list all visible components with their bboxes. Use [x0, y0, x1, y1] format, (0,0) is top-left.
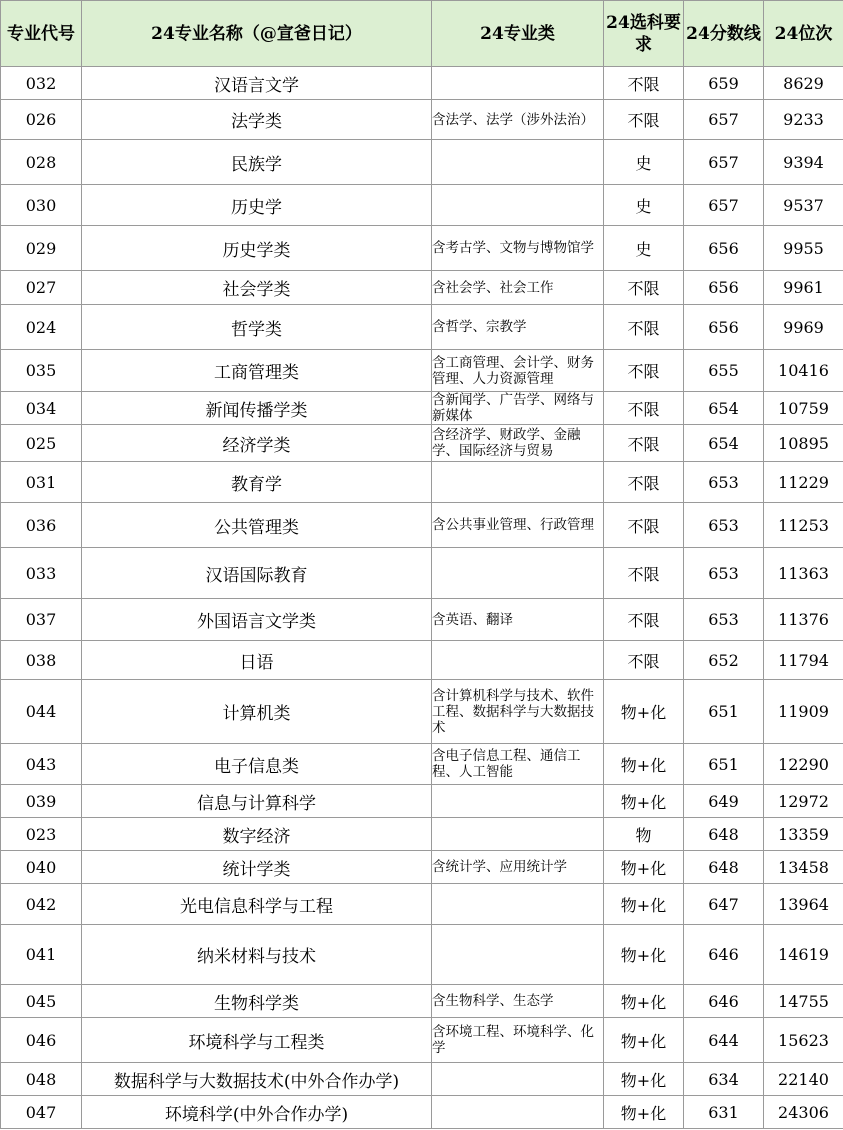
cell-score: 653 — [684, 599, 764, 641]
cell-score: 644 — [684, 1018, 764, 1063]
cell-rank: 14755 — [764, 985, 843, 1018]
cell-score: 656 — [684, 226, 764, 271]
table-row — [1, 350, 843, 392]
cell-requirement: 物+化 — [604, 680, 684, 744]
cell-category: 含工商管理、会计学、财务管理、人力资源管理 — [432, 350, 604, 392]
cell-code: 034 — [1, 392, 82, 425]
cell-requirement: 史 — [604, 226, 684, 271]
cell-category — [432, 884, 604, 925]
cell-rank: 9537 — [764, 185, 843, 226]
cell-code: 037 — [1, 599, 82, 641]
table-row — [1, 462, 843, 503]
cell-requirement: 不限 — [604, 392, 684, 425]
header-category: 24专业类 — [432, 1, 604, 67]
cell-category: 含环境工程、环境科学、化学 — [432, 1018, 604, 1063]
cell-category — [432, 785, 604, 818]
cell-category — [432, 1096, 604, 1129]
cell-category: 含统计学、应用统计学 — [432, 851, 604, 884]
table-row — [1, 100, 843, 140]
cell-category: 含经济学、财政学、金融学、国际经济与贸易 — [432, 425, 604, 462]
cell-category — [432, 641, 604, 680]
cell-rank: 9961 — [764, 271, 843, 305]
cell-major-name: 教育学 — [82, 462, 432, 503]
cell-rank: 13964 — [764, 884, 843, 925]
cell-rank: 11909 — [764, 680, 843, 744]
cell-requirement: 不限 — [604, 425, 684, 462]
cell-code: 038 — [1, 641, 82, 680]
cell-code: 048 — [1, 1063, 82, 1096]
cell-major-name: 环境科学与工程类 — [82, 1018, 432, 1063]
cell-rank: 12972 — [764, 785, 843, 818]
cell-major-name: 日语 — [82, 641, 432, 680]
cell-code: 026 — [1, 100, 82, 140]
cell-rank: 14619 — [764, 925, 843, 985]
table-row — [1, 884, 843, 925]
cell-rank: 10759 — [764, 392, 843, 425]
cell-score: 646 — [684, 925, 764, 985]
table-row — [1, 67, 843, 100]
cell-code: 045 — [1, 985, 82, 1018]
cell-category — [432, 1063, 604, 1096]
header-requirement: 24选科要求 — [604, 1, 684, 67]
cell-code: 041 — [1, 925, 82, 985]
cell-major-name: 计算机类 — [82, 680, 432, 744]
cell-requirement: 不限 — [604, 503, 684, 548]
cell-rank: 11376 — [764, 599, 843, 641]
cell-score: 654 — [684, 425, 764, 462]
cell-category: 含英语、翻译 — [432, 599, 604, 641]
cell-rank: 9969 — [764, 305, 843, 350]
cell-major-name: 工商管理类 — [82, 350, 432, 392]
cell-score: 634 — [684, 1063, 764, 1096]
cell-rank: 13359 — [764, 818, 843, 851]
table-row — [1, 818, 843, 851]
cell-requirement: 物+化 — [604, 925, 684, 985]
table-row — [1, 503, 843, 548]
cell-major-name: 公共管理类 — [82, 503, 432, 548]
cell-score: 657 — [684, 185, 764, 226]
cell-category: 含电子信息工程、通信工程、人工智能 — [432, 744, 604, 785]
cell-score: 653 — [684, 548, 764, 599]
cell-category — [432, 548, 604, 599]
cell-major-name: 数据科学与大数据技术(中外合作办学) — [82, 1063, 432, 1096]
table-row — [1, 680, 843, 744]
cell-code: 039 — [1, 785, 82, 818]
cell-code: 032 — [1, 67, 82, 100]
cell-rank: 9233 — [764, 100, 843, 140]
cell-rank: 9955 — [764, 226, 843, 271]
cell-score: 631 — [684, 1096, 764, 1129]
cell-score: 649 — [684, 785, 764, 818]
cell-rank: 13458 — [764, 851, 843, 884]
cell-rank: 11229 — [764, 462, 843, 503]
cell-category — [432, 185, 604, 226]
cell-score: 654 — [684, 392, 764, 425]
cell-requirement: 物+化 — [604, 785, 684, 818]
cell-code: 025 — [1, 425, 82, 462]
cell-rank: 10416 — [764, 350, 843, 392]
cell-score: 657 — [684, 140, 764, 185]
cell-rank: 12290 — [764, 744, 843, 785]
cell-major-name: 历史学类 — [82, 226, 432, 271]
cell-major-name: 外国语言文学类 — [82, 599, 432, 641]
cell-major-name: 电子信息类 — [82, 744, 432, 785]
table-row — [1, 641, 843, 680]
table-row — [1, 140, 843, 185]
cell-requirement: 不限 — [604, 548, 684, 599]
cell-code: 027 — [1, 271, 82, 305]
cell-requirement: 史 — [604, 185, 684, 226]
cell-score: 648 — [684, 818, 764, 851]
header-name: 24专业名称（@宣爸日记） — [82, 1, 432, 67]
cell-category: 含考古学、文物与博物馆学 — [432, 226, 604, 271]
cell-major-name: 法学类 — [82, 100, 432, 140]
table-row — [1, 425, 843, 462]
cell-code: 029 — [1, 226, 82, 271]
cell-category — [432, 140, 604, 185]
cell-code: 030 — [1, 185, 82, 226]
cell-code: 024 — [1, 305, 82, 350]
cell-score: 656 — [684, 271, 764, 305]
cell-rank: 24306 — [764, 1096, 843, 1129]
cell-category: 含生物科学、生态学 — [432, 985, 604, 1018]
cell-major-name: 光电信息科学与工程 — [82, 884, 432, 925]
table-row — [1, 548, 843, 599]
table-row — [1, 226, 843, 271]
cell-major-name: 统计学类 — [82, 851, 432, 884]
cell-major-name: 纳米材料与技术 — [82, 925, 432, 985]
cell-requirement: 物+化 — [604, 1018, 684, 1063]
cell-score: 651 — [684, 680, 764, 744]
cell-requirement: 物+化 — [604, 1063, 684, 1096]
cell-major-name: 民族学 — [82, 140, 432, 185]
cell-major-name: 经济学类 — [82, 425, 432, 462]
cell-major-name: 哲学类 — [82, 305, 432, 350]
cell-score: 655 — [684, 350, 764, 392]
cell-requirement: 不限 — [604, 641, 684, 680]
header-rank: 24位次 — [764, 1, 843, 67]
table-row — [1, 925, 843, 985]
cell-requirement: 物+化 — [604, 985, 684, 1018]
cell-major-name: 历史学 — [82, 185, 432, 226]
cell-code: 035 — [1, 350, 82, 392]
header-row — [1, 1, 843, 67]
cell-requirement: 物+化 — [604, 884, 684, 925]
cell-score: 648 — [684, 851, 764, 884]
cell-score: 651 — [684, 744, 764, 785]
cell-rank: 22140 — [764, 1063, 843, 1096]
cell-requirement: 物 — [604, 818, 684, 851]
table-row — [1, 271, 843, 305]
cell-category — [432, 67, 604, 100]
cell-major-name: 信息与计算科学 — [82, 785, 432, 818]
cell-score: 646 — [684, 985, 764, 1018]
cell-requirement: 不限 — [604, 462, 684, 503]
cell-score: 657 — [684, 100, 764, 140]
cell-major-name: 生物科学类 — [82, 985, 432, 1018]
cell-score: 653 — [684, 503, 764, 548]
table-row — [1, 851, 843, 884]
cell-rank: 8629 — [764, 67, 843, 100]
cell-major-name: 环境科学(中外合作办学) — [82, 1096, 432, 1129]
cell-code: 042 — [1, 884, 82, 925]
cell-score: 647 — [684, 884, 764, 925]
cell-requirement: 物+化 — [604, 851, 684, 884]
cell-category: 含哲学、宗教学 — [432, 305, 604, 350]
header-score: 24分数线 — [684, 1, 764, 67]
cell-category — [432, 925, 604, 985]
cell-code: 028 — [1, 140, 82, 185]
cell-category — [432, 818, 604, 851]
table-body — [1, 67, 843, 1129]
cell-score: 656 — [684, 305, 764, 350]
cell-category: 含法学、法学（涉外法治） — [432, 100, 604, 140]
cell-requirement: 不限 — [604, 305, 684, 350]
header-code: 专业代号 — [1, 1, 82, 67]
table-row — [1, 599, 843, 641]
cell-major-name: 汉语言文学 — [82, 67, 432, 100]
cell-score: 659 — [684, 67, 764, 100]
cell-requirement: 不限 — [604, 271, 684, 305]
cell-code: 044 — [1, 680, 82, 744]
cell-code: 040 — [1, 851, 82, 884]
cell-code: 031 — [1, 462, 82, 503]
cell-code: 047 — [1, 1096, 82, 1129]
table-row — [1, 392, 843, 425]
cell-category: 含公共事业管理、行政管理 — [432, 503, 604, 548]
table-row — [1, 985, 843, 1018]
cell-category: 含社会学、社会工作 — [432, 271, 604, 305]
table-row — [1, 1018, 843, 1063]
table-row — [1, 185, 843, 226]
cell-requirement: 不限 — [604, 100, 684, 140]
cell-code: 043 — [1, 744, 82, 785]
table-row — [1, 744, 843, 785]
cell-requirement: 史 — [604, 140, 684, 185]
table-row — [1, 1063, 843, 1096]
cell-category: 含计算机科学与技术、软件工程、数据科学与大数据技术 — [432, 680, 604, 744]
cell-rank: 15623 — [764, 1018, 843, 1063]
cell-major-name: 新闻传播学类 — [82, 392, 432, 425]
cell-rank: 11253 — [764, 503, 843, 548]
cell-score: 652 — [684, 641, 764, 680]
table-row — [1, 785, 843, 818]
cell-code: 033 — [1, 548, 82, 599]
cell-rank: 10895 — [764, 425, 843, 462]
cell-category — [432, 462, 604, 503]
cell-requirement: 不限 — [604, 67, 684, 100]
cell-requirement: 物+化 — [604, 1096, 684, 1129]
cell-score: 653 — [684, 462, 764, 503]
cell-requirement: 不限 — [604, 350, 684, 392]
cell-rank: 9394 — [764, 140, 843, 185]
cell-major-name: 汉语国际教育 — [82, 548, 432, 599]
table-row — [1, 305, 843, 350]
cell-category: 含新闻学、广告学、网络与新媒体 — [432, 392, 604, 425]
cell-requirement: 物+化 — [604, 744, 684, 785]
cell-rank: 11794 — [764, 641, 843, 680]
cell-rank: 11363 — [764, 548, 843, 599]
cell-requirement: 不限 — [604, 599, 684, 641]
cell-code: 036 — [1, 503, 82, 548]
cell-major-name: 社会学类 — [82, 271, 432, 305]
cell-code: 023 — [1, 818, 82, 851]
cell-major-name: 数字经济 — [82, 818, 432, 851]
table-row — [1, 1096, 843, 1129]
cell-code: 046 — [1, 1018, 82, 1063]
